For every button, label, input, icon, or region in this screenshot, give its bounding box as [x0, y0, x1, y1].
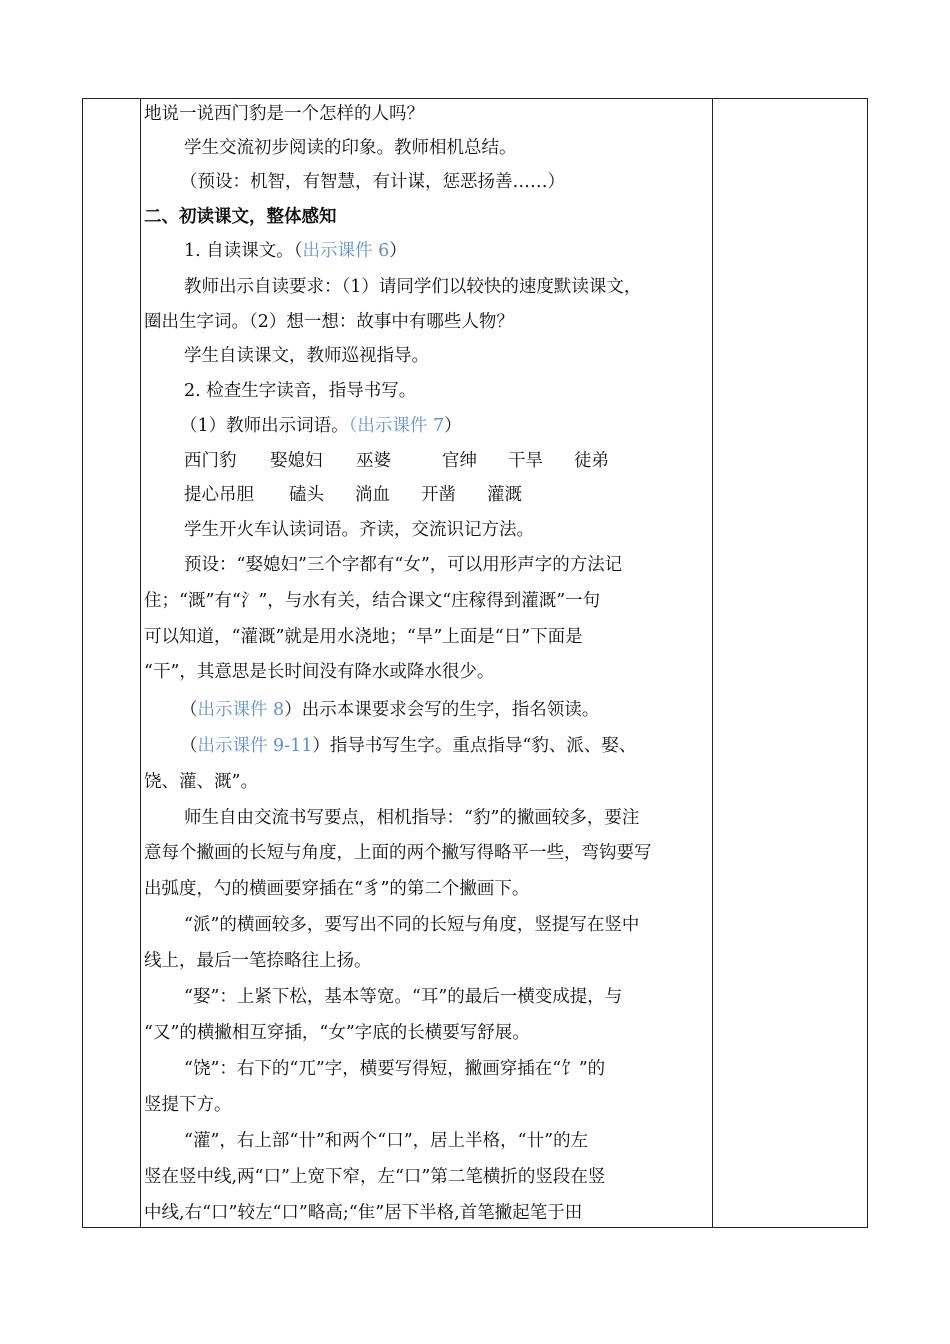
vocab-word: 干旱 — [508, 451, 543, 471]
text-segment: （ — [180, 700, 198, 720]
text-line: “派”的横画较多，要写出不同的长短与角度，竖提写在竖中 — [184, 915, 640, 935]
vocab-word: 徒弟 — [574, 451, 609, 471]
text-line: 竖提下方。 — [144, 1095, 232, 1115]
text-line — [180, 414, 462, 438]
text-line: 出弧度，勺的横画要穿插在“豸”的第二个撇画下。 — [144, 879, 530, 899]
text-line: “又”的横撇相互穿插，“女”字底的长横要写舒展。 — [144, 1023, 530, 1043]
text-line: “干”，其意思是长时间没有降水或降水很少。 — [144, 662, 495, 682]
text-line: 预设：“娶媳妇”三个字都有“女”，可以用形声字的方法记 — [184, 555, 623, 575]
text-segment: （ — [180, 736, 198, 756]
column-divider — [712, 99, 713, 1227]
text-segment: 1. 自读课文。（ — [184, 241, 303, 261]
text-segment: ）出示本课要求会写的生字，指名领读。 — [284, 700, 600, 720]
text-line: 可以知道，“灌溉”就是用水浇地；“旱”上面是“日”下面是 — [144, 627, 583, 647]
vocab-word: 娶媳妇 — [270, 451, 323, 471]
text-line: 师生自由交流书写要点，相机指导：“豹”的撇画较多，要注 — [184, 808, 640, 828]
courseware-link[interactable]: 出示课件 9-11 — [197, 736, 313, 756]
text-line: 学生开火车认读词语。齐读，交流识记方法。 — [184, 520, 534, 540]
text-line: 学生自读课文，教师巡视指导。 — [184, 346, 429, 366]
text-line: 地说一说西门豹是一个怎样的人吗？ — [144, 104, 424, 124]
vocab-word: 西门豹 — [184, 451, 237, 471]
courseware-link[interactable]: 出示课件 8 — [197, 700, 285, 720]
text-line: 中线,右“口”较左“口”略高;“隹”居下半格,首笔撇起笔于田 — [144, 1203, 583, 1223]
text-segment: ）指导书写生字。重点指导“豹、派、娶、 — [312, 736, 637, 756]
text-line: 圈出生字词。（2）想一想：故事中有哪些人物？ — [144, 312, 514, 332]
vocab-word: 提心吊胆 — [184, 485, 254, 505]
vocab-word: 官绅 — [442, 451, 477, 471]
text-line: （预设：机智，有智慧，有计谋，惩恶扬善……） — [180, 172, 565, 192]
text-line: “灌”，右上部“卄”和两个“口”，居上半格，“卄”的左 — [184, 1131, 589, 1151]
text-line: 学生交流初步阅读的印象。教师相机总结。 — [184, 138, 517, 158]
vocab-word: 开凿 — [421, 485, 456, 505]
text-line: 线上，最后一笔捺略往上扬。 — [144, 951, 372, 971]
text-line — [184, 239, 407, 263]
vocab-word: 磕头 — [289, 485, 324, 505]
text-line — [180, 698, 599, 722]
text-line: 饶、灌、溉”。 — [144, 772, 258, 792]
text-line: “饶”：右下的“兀”字，横要写得短，撇画穿插在“饣”的 — [184, 1059, 606, 1079]
vocabulary-row — [184, 483, 522, 507]
vocab-word: 巫婆 — [356, 451, 391, 471]
text-line: 竖在竖中线,两“口”上宽下窄，左“口”第二笔横折的竖段在竖 — [144, 1167, 606, 1187]
text-segment: ） — [389, 241, 407, 261]
courseware-link[interactable]: （出示课件 7 — [348, 416, 445, 436]
text-line: 住；“溉”有“氵”，与水有关，结合课文“庄稼得到灌溉”一句 — [144, 591, 601, 611]
courseware-link[interactable]: 出示课件 6 — [302, 241, 390, 261]
text-line: 意每个撇画的长短与角度，上面的两个撇写得略平一些，弯钩要写 — [144, 843, 652, 863]
vocab-word: 淌血 — [355, 485, 390, 505]
column-divider — [140, 99, 141, 1227]
text-line — [180, 734, 636, 758]
vocab-word: 灌溉 — [487, 485, 522, 505]
text-line: “娶”：上紧下松，基本等宽。“耳”的最后一横变成提，与 — [184, 987, 623, 1007]
text-segment: ） — [444, 416, 462, 436]
text-line: 2. 检查生字读音，指导书写。 — [184, 381, 417, 401]
section-heading: 二、初读课文，整体感知 — [144, 207, 337, 227]
text-line: 教师出示自读要求：（1）请同学们以较快的速度默读课文， — [184, 277, 642, 297]
vocabulary-row — [184, 449, 609, 473]
text-segment: （1）教师出示词语。 — [180, 416, 349, 436]
